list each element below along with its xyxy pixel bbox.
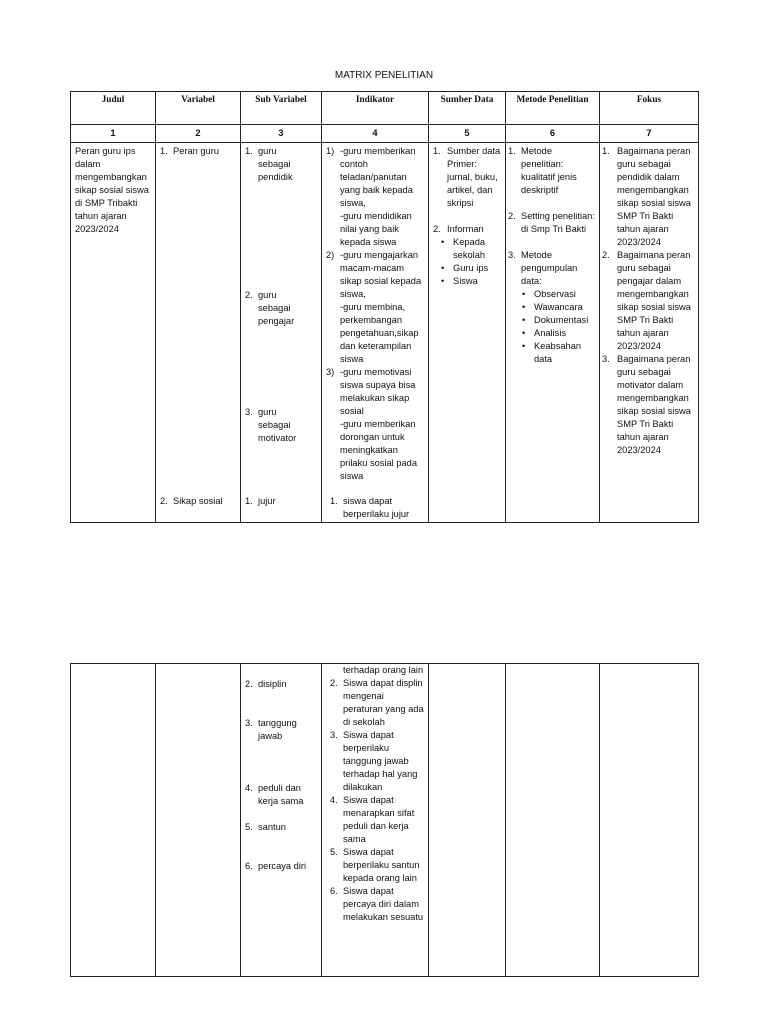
list-marker: 5. [245, 822, 253, 832]
column-number: 1 [71, 125, 156, 143]
sub-variabel-item [245, 782, 318, 808]
metode-text: Setting penelitian: di Smp Tri Bakti [521, 211, 595, 234]
variabel-cell [156, 143, 241, 523]
informan-text: Siswa [453, 276, 478, 286]
judul-cell [71, 664, 156, 977]
bullet-icon: • [522, 302, 526, 312]
metode-item [508, 210, 595, 236]
fokus-item [602, 353, 694, 457]
sub-variabel-item [245, 717, 306, 743]
indikator-text: Siswa dapat berperilaku tanggung jawab terhadap hal yang dilakukan [343, 730, 418, 792]
document-title: MATRIX PENELITIAN [334, 70, 434, 81]
variabel-item [160, 145, 236, 158]
bullet-icon: • [441, 263, 445, 273]
list-marker: 1. [602, 146, 610, 156]
sumber-data-cell [429, 664, 506, 977]
informan-text: Kepada sekolah [453, 237, 486, 260]
variabel-item [160, 495, 223, 508]
indikator-text: Siswa dapat berperilaku santun kepada orang lain [343, 847, 420, 883]
list-marker: 2. [508, 211, 516, 221]
list-marker: 1. [245, 146, 253, 156]
fokus-item [602, 145, 694, 249]
indikator-text: -guru memberikan contoh teladan/panutan yang baik kepada siswa, [340, 146, 416, 208]
sub-variabel-item [245, 678, 286, 691]
column-number: 2 [156, 125, 241, 143]
list-marker: 3) [326, 367, 335, 377]
header-sumber-data: Sumber Data [429, 92, 506, 125]
variabel-text: Sikap sosial [173, 496, 223, 506]
fokus-cell [600, 143, 699, 523]
indikator-item [326, 366, 424, 483]
sumber-data-text: Sumber data Primer: jurnal, buku, artikel, dan skripsi [447, 146, 501, 208]
list-marker: 1. [433, 146, 441, 156]
list-marker: 2. [433, 224, 441, 234]
pengumpulan-item [508, 327, 595, 340]
list-marker: 2. [160, 496, 168, 506]
list-marker: 2) [326, 250, 335, 260]
indikator-text: terhadap orang lain [343, 665, 424, 675]
list-marker: 3. [245, 407, 253, 417]
fokus-text: Bagaimana peran guru sebagai pendidik dalam mengembangkan sikap sosial siswa SMP Tri Bakti tahun ajaran 2023/2024 [617, 146, 691, 247]
list-marker: 2. [602, 250, 610, 260]
list-marker: 3. [508, 250, 516, 260]
sumber-data-item [433, 223, 501, 236]
indikator-text: -guru mengajarkan macam-macam sikap sosial kepada siswa, [340, 250, 422, 299]
list-marker: 4. [330, 795, 338, 805]
column-number: 3 [241, 125, 322, 143]
content-row [71, 143, 699, 523]
column-number: 5 [429, 125, 506, 143]
informan-text: Guru ips [453, 263, 489, 273]
pengumpulan-item [508, 288, 595, 301]
indikator-item [330, 495, 424, 521]
list-marker: 2. [245, 290, 253, 300]
list-marker: 5. [330, 847, 338, 857]
list-marker: 1. [508, 146, 516, 156]
sub-variabel-text: tanggung jawab [258, 718, 297, 741]
indikator-text: Siswa dapat displin mengenai peraturan yang ada di sekolah [343, 678, 424, 727]
indikator-cell [322, 664, 429, 977]
list-marker: 2. [245, 679, 253, 689]
indikator-text: Siswa dapat percaya diri dalam melakukan sesuatu [343, 886, 424, 922]
list-marker: 6. [245, 861, 253, 871]
variabel-text: Peran guru [173, 146, 219, 156]
pengumpulan-text: Keabsahan data [534, 341, 582, 364]
pengumpulan-item [508, 314, 595, 327]
sub-variabel-cell [241, 664, 322, 977]
indikator-text: -guru memberikan dorongan untuk meningkatkan prilaku sosial pada siswa [340, 419, 418, 481]
bullet-icon: • [522, 328, 526, 338]
column-number: 4 [322, 125, 429, 143]
list-marker: 3. [602, 354, 610, 364]
indikator-item [326, 249, 424, 366]
list-marker: 2. [330, 678, 338, 688]
research-title-text: Peran guru ips dalam mengembangkan sikap sosial siswa di SMP Tribakti tahun ajaran 2023/2024 [75, 146, 149, 234]
indikator-item [330, 794, 424, 846]
indikator-item [326, 145, 424, 249]
indikator-text: -guru mendidikan nilai yang baik kepada siswa [340, 211, 412, 247]
sub-variabel-text: percaya diri [258, 861, 307, 871]
metode-text: Metode pengumpulan data: [521, 250, 578, 286]
list-marker: 3. [245, 718, 253, 728]
variabel-cell [156, 664, 241, 977]
fokus-text: Bagaimana peran guru sebagai motivator dalam mengembangkan sikap sosial siswa SMP Tri Bakti tahun ajaran 2023/2024 [617, 354, 691, 455]
sub-variabel-cell [241, 143, 322, 523]
pengumpulan-text: Observasi [534, 289, 576, 299]
indikator-text: Siswa dapat menarapkan sifat peduli dan kerja sama [343, 795, 415, 844]
bullet-icon: • [441, 237, 445, 247]
bullet-icon: • [441, 276, 445, 286]
bullet-icon: • [522, 289, 526, 299]
metode-text: Metode penelitian: kualitatif jenis deskriptif [521, 146, 577, 195]
fokus-item [602, 249, 694, 353]
list-marker: 6. [330, 886, 338, 896]
sumber-data-cell [429, 143, 506, 523]
sub-variabel-item [245, 821, 286, 834]
content-row [71, 664, 699, 977]
header-variabel: Variabel [156, 92, 241, 125]
pengumpulan-text: Analisis [534, 328, 567, 338]
indikator-text: siswa dapat berperilaku jujur [343, 496, 410, 519]
header-fokus: Fokus [600, 92, 699, 125]
sub-variabel-text: peduli dan kerja sama [258, 783, 304, 806]
judul-cell [71, 143, 156, 523]
sumber-data-item [433, 145, 501, 210]
list-marker: 1. [160, 146, 168, 156]
sub-variabel-text: santun [258, 822, 286, 832]
research-matrix-table [70, 91, 699, 523]
sub-variabel-text: guru sebagai pendidik [258, 146, 293, 182]
sub-variabel-item [245, 145, 317, 184]
metode-cell [506, 143, 600, 523]
metode-cell [506, 664, 600, 977]
fokus-text: Bagaimana peran guru sebagai pengajar dalam mengembangkan sikap sosial siswa SMP Tri Bakti tahun ajaran 2023/2024 [617, 250, 691, 351]
sub-variabel-item [245, 860, 306, 873]
sumber-data-text: Informan [447, 224, 484, 234]
indikator-item [330, 664, 424, 677]
informan-item [433, 275, 501, 288]
list-marker: 1. [330, 496, 338, 506]
list-marker: 1) [326, 146, 335, 156]
list-marker: 3. [330, 730, 338, 740]
indikator-item [330, 677, 424, 729]
header-row [71, 92, 699, 125]
pengumpulan-text: Wawancara [534, 302, 583, 312]
bullet-icon: • [522, 315, 526, 325]
metode-item [508, 249, 595, 288]
informan-item [433, 262, 501, 275]
sub-variabel-text: guru sebagai pengajar [258, 290, 295, 326]
research-matrix-table-continued [70, 663, 699, 977]
column-number: 6 [506, 125, 600, 143]
sub-variabel-text: guru sebagai motivator [258, 407, 297, 443]
pengumpulan-item [508, 340, 595, 366]
metode-item [508, 145, 595, 197]
sub-variabel-item [245, 289, 306, 328]
list-marker: 4. [245, 783, 253, 793]
sub-variabel-text: disiplin [258, 679, 287, 689]
sub-variabel-item [245, 495, 276, 508]
list-marker: 1. [245, 496, 253, 506]
pengumpulan-item [508, 301, 595, 314]
column-number-row [71, 125, 699, 143]
header-metode-penelitian: Metode Penelitian [506, 92, 600, 125]
indikator-item [330, 729, 424, 794]
header-judul: Judul [71, 92, 156, 125]
indikator-text: -guru memotivasi siswa supaya bisa melakukan sikap sosial [340, 367, 416, 416]
indikator-item [330, 846, 424, 885]
indikator-cell [322, 143, 429, 523]
indikator-text: -guru membina, perkembangan pengetahuan,sikap dan keterampilan siswa [340, 302, 419, 364]
header-indikator: Indikator [322, 92, 429, 125]
column-number: 7 [600, 125, 699, 143]
list-marker [330, 664, 343, 677]
sub-variabel-item [245, 406, 310, 445]
fokus-cell [600, 664, 699, 977]
bullet-icon: • [522, 341, 526, 351]
sub-variabel-text: jujur [258, 496, 276, 506]
indikator-item [330, 885, 424, 924]
informan-item [433, 236, 501, 262]
pengumpulan-text: Dokumentasi [534, 315, 589, 325]
header-sub-variabel: Sub Variabel [241, 92, 322, 125]
